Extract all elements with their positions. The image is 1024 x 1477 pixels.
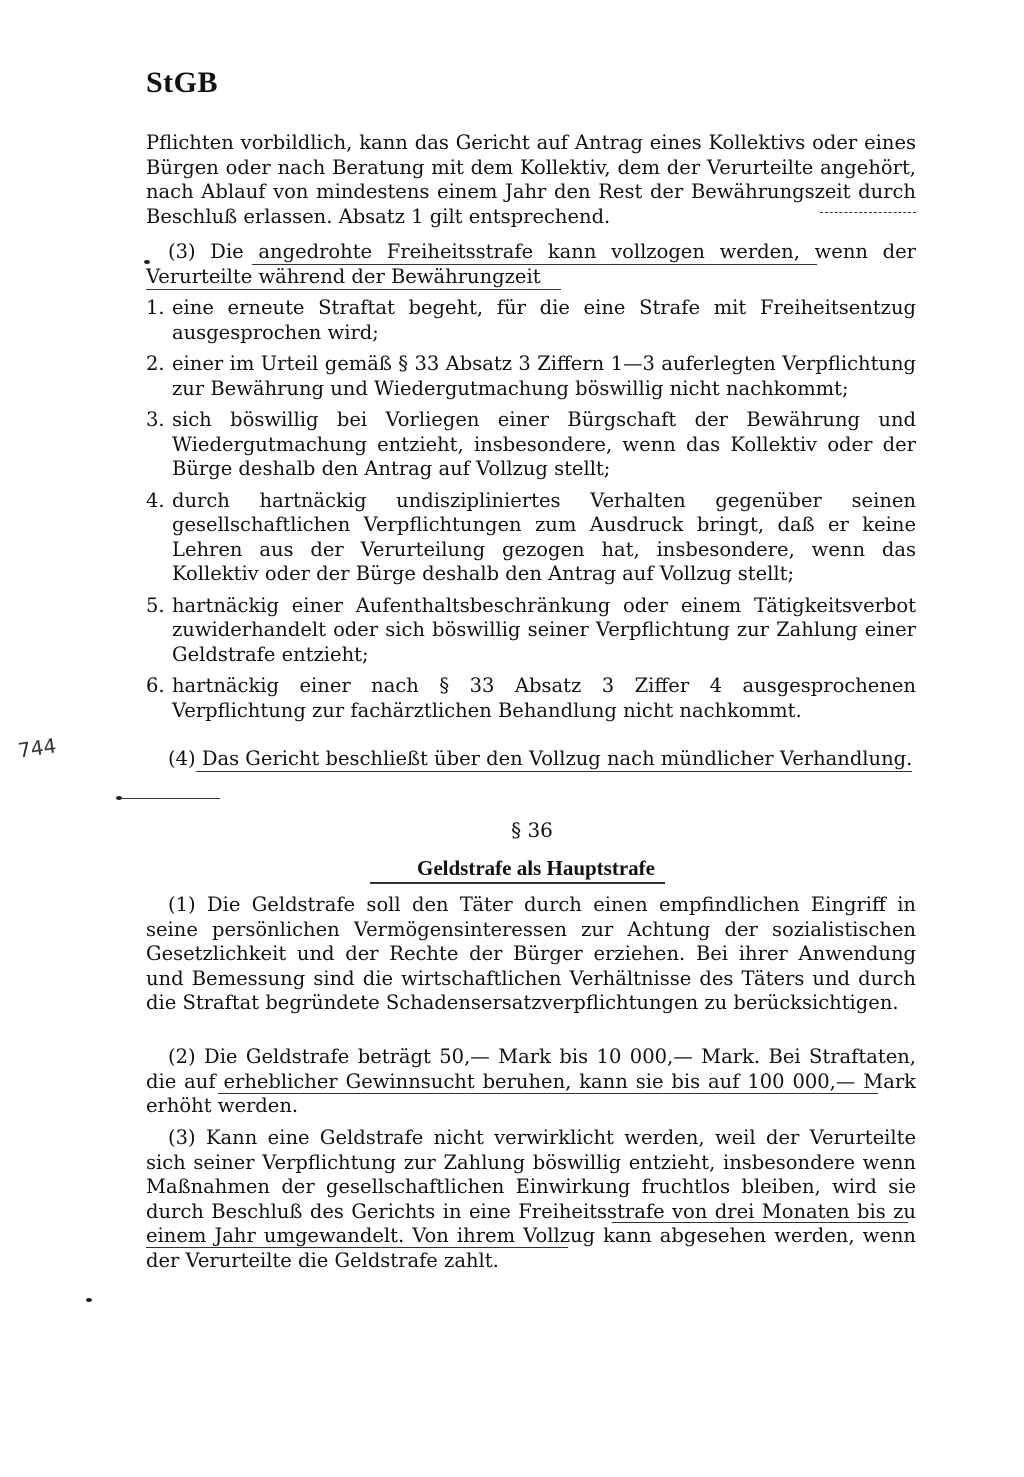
list-item: 3. sich böswillig bei Vorliegen einer Bürgschaft der Bewährung und Wiedergutmachung entzieht, insbesondere, wenn das Kollektiv oder der Bürge deshalb den Antrag auf Vollzug stellt;: [146, 408, 916, 480]
underline-mark: [146, 1247, 568, 1248]
ink-dot: [116, 796, 122, 800]
list-item: 1. eine erneute Straftat begeht, für die eine Strafe mit Freiheitsentzug ausgesprochen wird;: [146, 296, 916, 344]
paragraph-3-lead: (3) Die angedrohte Freiheitsstrafe kann vollzogen werden, wenn der Verurteilte während der Bewährungzeit: [146, 240, 916, 288]
handwritten-margin-note: 744: [16, 733, 58, 763]
condition-list: [146, 296, 916, 730]
underline-mark: [120, 798, 220, 799]
running-head: StGB: [146, 66, 219, 99]
underline-mark: [196, 771, 912, 772]
list-item: 6. hartnäckig einer nach § 33 Absatz 3 Ziffer 4 ausgesprochenen Verpflichtung zur fachärztlichen Behandlung nicht nachkommt.: [146, 674, 916, 722]
list-item: 4. durch hartnäckig undiszipliniertes Verhalten gegenüber seinen gesellschaftlichen Verpflichtungen zum Ausdruck bringt, daß er keine Lehren aus der Verurteilung gezogen hat, insbesondere, wenn das Kollektiv oder der Bürge deshalb den Antrag auf Vollzug stellt;: [146, 488, 916, 585]
section-36-paragraph-2: (2) Die Geldstrafe beträgt 50,— Mark bis 10 000,— Mark. Bei Straftaten, die auf erheblicher Gewinnsucht beruhen, kann sie bis auf 100 000,— Mark erhöht werden.: [146, 1045, 916, 1117]
list-item: 5. hartnäckig einer Aufenthaltsbeschränkung oder einem Tätigkeitsverbot zuwiderhandelt oder sich böswillig seiner Verpflichtung zur Zahlung einer Geldstrafe entzieht;: [146, 593, 916, 666]
underline-mark: [370, 882, 665, 884]
underline-mark: [146, 289, 561, 290]
paragraph-4: (4) Das Gericht beschließt über den Vollzug nach mündlicher Verhandlung.: [168, 747, 913, 770]
underline-mark: [218, 1093, 878, 1094]
ink-dot: [144, 260, 150, 264]
pencil-mark: [820, 212, 916, 213]
section-36-paragraph-1: (1) Die Geldstrafe soll den Täter durch einen empfindlichen Eingriff in seine persönlichen Vermögensinteressen zur Achtung der sozialistischen Gesetzlichkeit und der Rechte der Bürger erziehen. Bei ihrer Anwendung und Bemessung sind die wirtschaftlichen Verhältnisse des Täters und durch die Straftat begründete Schadensersatzverpflichtungen zu berücksichtigen.: [146, 893, 916, 1014]
list-item: 2. einer im Urteil gemäß § 33 Absatz 3 Ziffern 1—3 auferlegten Verpflichtung zur Bewährung und Wiedergutmachung böswillig nicht nachkommt;: [146, 352, 916, 400]
continuation-paragraph: Pflichten vorbildlich, kann das Gericht auf Antrag eines Kollektivs oder eines Bürgen oder nach Beratung mit dem Kollektiv, dem der Verurteilte angehört, nach Ablauf von mindestens einem Jahr den Rest der Bewährungszeit durch Beschluß erlassen. Absatz 1 gilt entsprechend.: [146, 131, 916, 228]
section-title: Geldstrafe als Hauptstrafe: [417, 856, 655, 880]
section-number: § 36: [511, 818, 553, 842]
underline-mark: [612, 1222, 908, 1223]
underline-mark: [252, 264, 817, 265]
ink-dot: [86, 1298, 92, 1302]
section-36-paragraph-3: (3) Kann eine Geldstrafe nicht verwirklicht werden, weil der Verurteilte sich seiner Verpflichtung zur Zahlung böswillig entzieht, insbesondere wenn Maßnahmen der gesellschaftlichen Einwirkung fruchtlos bleiben, wird sie durch Beschluß des Gerichts in eine Freiheitsstrafe von drei Monaten bis zu einem Jahr umgewandelt. Von ihrem Vollzug kann abgesehen werden, wenn der Verurteilte die Geldstrafe zahlt.: [146, 1126, 916, 1272]
